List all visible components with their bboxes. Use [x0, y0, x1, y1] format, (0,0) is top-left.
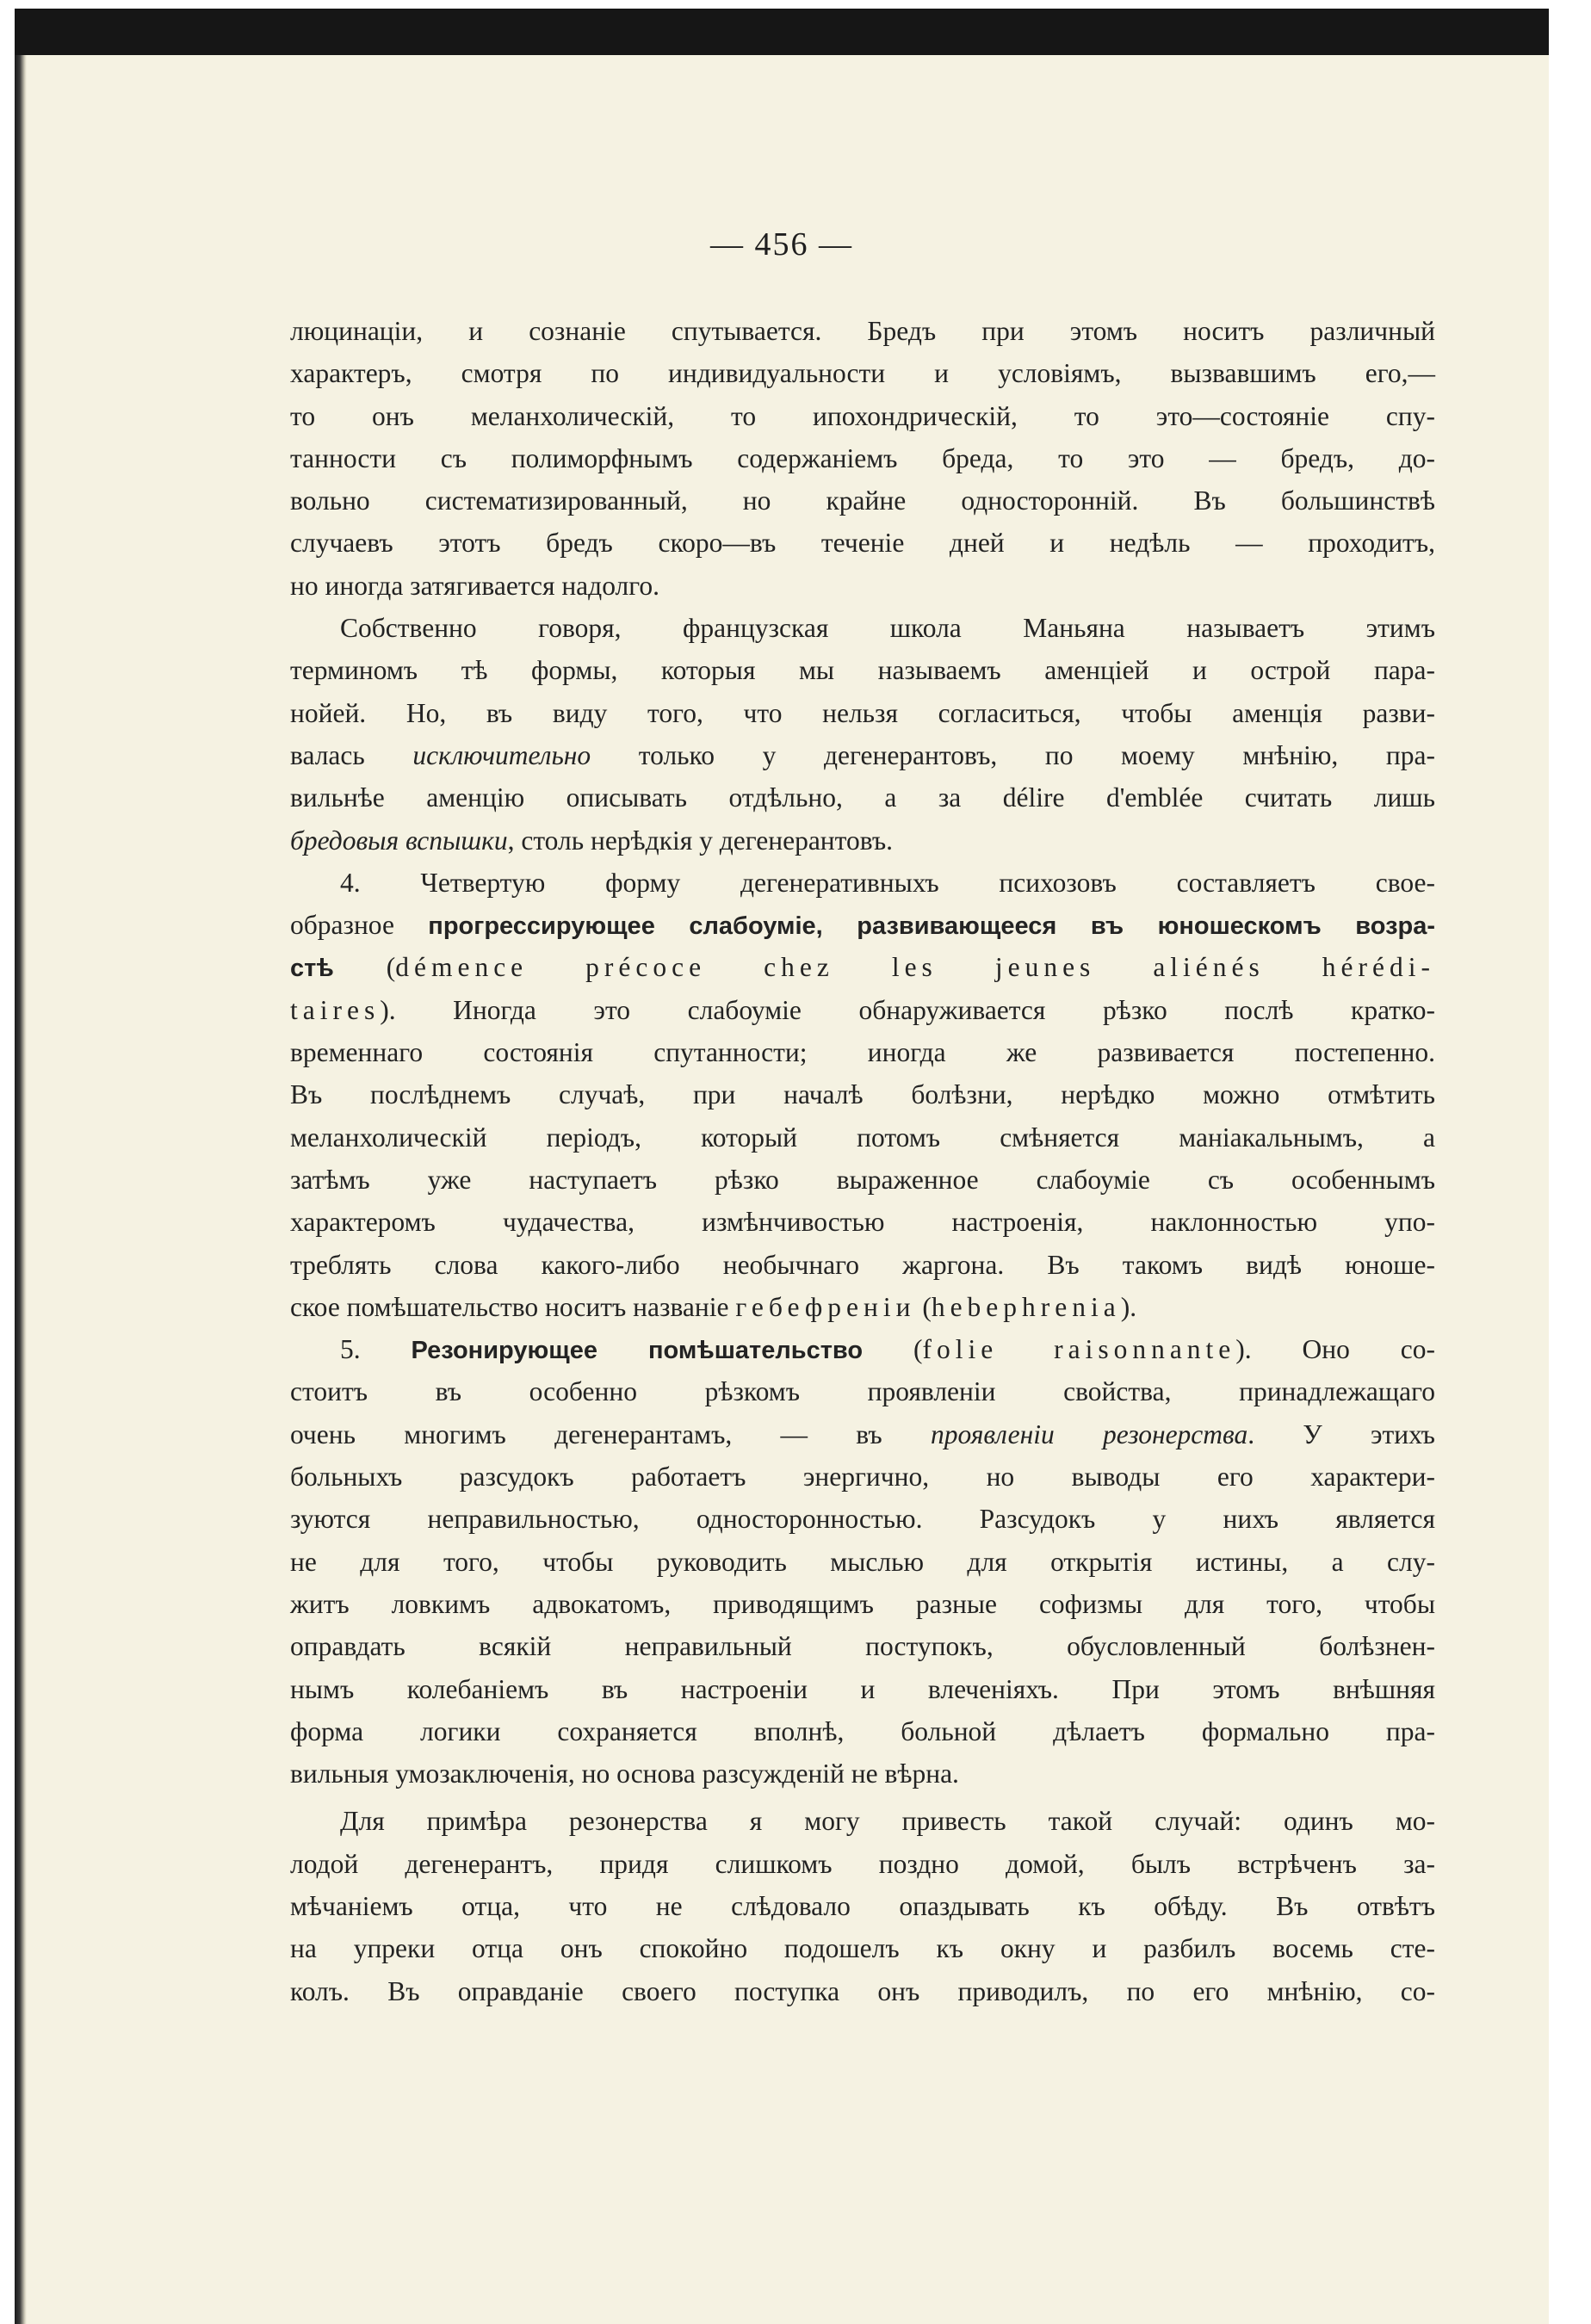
- text-line: танности съ полиморфнымъ содержаніемъ бреда, то это — бредъ, до-: [290, 442, 1435, 473]
- text-line: колъ. Въ оправданіе своего поступка онъ приводилъ, по его мнѣнію, со-: [290, 1975, 1435, 2006]
- text-line: вольно систематизированный, но крайне односторонній. Въ большинствѣ: [290, 485, 1435, 516]
- spaced-term: folie raisonnante: [922, 1334, 1236, 1365]
- text-line: Въ послѣднемъ случаѣ, при началѣ болѣзни, нерѣдко можно отмѣтить: [290, 1079, 1435, 1110]
- spaced-term: démence précoce chez les jeunes aliénés hérédi-: [395, 952, 1435, 983]
- text-line: [290, 904, 1435, 946]
- text-run: ). Иногда это слабоуміе обнаруживается рѣзко послѣ кратко-: [380, 994, 1435, 1025]
- text-line: оправдать всякій неправильный поступокъ, обусловленный болѣзнен-: [290, 1631, 1435, 1662]
- text-line: зуются неправильностью, односторонностью. Разсудокъ у нихъ является: [290, 1504, 1435, 1535]
- spaced-term: taires: [290, 994, 381, 1025]
- text-line: [290, 819, 1435, 862]
- body-text: [290, 310, 1435, 2012]
- text-line: [290, 989, 1435, 1031]
- text-line: 4. Четвертую форму дегенеративныхъ психозовъ составляетъ свое-: [340, 867, 1435, 898]
- text-line: нойей. Но, въ виду того, что нельзя согласиться, чтобы аменція разви-: [290, 697, 1435, 728]
- text-line: [290, 1286, 1435, 1328]
- text-line: затѣмъ уже наступаетъ рѣзко выраженное слабоуміе съ особеннымъ: [290, 1164, 1435, 1195]
- text-line: [290, 1413, 1435, 1456]
- text-line: мѣчаніемъ отца, что не слѣдовало опаздывать къ обѣду. Въ отвѣтъ: [290, 1890, 1435, 1921]
- spaced-term: hebephrenia: [931, 1291, 1121, 1322]
- text-line: Для примѣра резонерства я могу привесть такой случай: одинъ мо-: [340, 1806, 1435, 1837]
- italic-emphasis: бредовыя вспышки: [290, 825, 508, 856]
- text-run: ). Оно со-: [1235, 1334, 1436, 1365]
- text-run: ).: [1120, 1291, 1137, 1322]
- text-line: вильныя умозаключенія, но основа разсужденій не вѣрна.: [290, 1758, 959, 1789]
- text-line: житъ ловкимъ адвокатомъ, приводящимъ разные софизмы для того, чтобы: [290, 1588, 1435, 1619]
- text-line: характеръ, смотря по индивидуальности и условіямъ, вызвавшимъ его,—: [290, 358, 1435, 389]
- text-line: [290, 946, 1435, 988]
- text-line: больныхъ разсудокъ работаетъ энергично, но выводы его характери-: [290, 1462, 1435, 1493]
- italic-emphasis: исключительно: [412, 739, 591, 770]
- text-line: [290, 1328, 1435, 1370]
- text-line: [290, 734, 1435, 776]
- text-line: но иногда затягивается надолго.: [290, 570, 660, 601]
- text-run: ское помѣшательство носитъ названіе: [290, 1291, 736, 1322]
- text-run: (: [863, 1334, 923, 1365]
- text-line: характеромъ чудачества, измѣнчивостью настроенія, наклонностью упо-: [290, 1207, 1435, 1238]
- text-line: меланхолическій періодъ, который потомъ смѣняется маніакальнымъ, а: [290, 1122, 1435, 1153]
- book-page: [15, 9, 1549, 2324]
- scan-top-border: [15, 9, 1549, 55]
- text-run: . У этихъ: [1247, 1419, 1435, 1449]
- text-line: временнаго состоянія спутанности; иногда же развивается постепенно.: [290, 1037, 1435, 1068]
- bold-term: стѣ: [290, 955, 334, 983]
- bold-term: прогрессирующее слабоуміе, развивающееся въ юношескомъ возра-: [428, 912, 1435, 941]
- text-line: то онъ меланхолическій, то ипохондрическій, то это—состояніе спу-: [290, 400, 1435, 431]
- text-line: вильнѣе аменцію описывать отдѣльно, а за délire d'emblée считать лишь: [290, 782, 1435, 813]
- scan-left-edge: [15, 55, 27, 2324]
- text-line: Собственно говоря, французская школа Маньяна называетъ этимъ: [340, 613, 1435, 644]
- italic-emphasis: проявленіи резонерства: [930, 1419, 1248, 1449]
- page-number: — 456 —: [710, 226, 853, 263]
- text-line: форма логики сохраняется вполнѣ, больной дѣлаетъ формально пра-: [290, 1715, 1435, 1746]
- text-run: только у дегенерантовъ, по моему мнѣнію, пра-: [591, 739, 1435, 770]
- text-line: не для того, чтобы руководить мыслью для открытія истины, а слу-: [290, 1546, 1435, 1577]
- text-run: , столь нерѣдкія у дегенерантовъ.: [507, 825, 894, 856]
- text-line: на упреки отца онъ спокойно подошелъ къ окну и разбилъ восемь сте-: [290, 1933, 1435, 1964]
- text-line: треблять слова какого-либо необычнаго жаргона. Въ такомъ видѣ юноше-: [290, 1249, 1435, 1280]
- text-line: стоитъ въ особенно рѣзкомъ проявленіи свойства, принадлежащаго: [290, 1376, 1435, 1407]
- spaced-term: гебефреніи: [735, 1291, 916, 1322]
- text-line: случаевъ этотъ бредъ скоро—въ теченіе дней и недѣль — проходитъ,: [290, 528, 1435, 559]
- text-line: люцинаціи, и сознаніе спутывается. Бредъ при этомъ носитъ различный: [290, 316, 1435, 346]
- text-line: лодой дегенерантъ, придя слишкомъ поздно домой, былъ встрѣченъ за-: [290, 1848, 1435, 1879]
- text-run: очень многимъ дегенерантамъ, — въ: [290, 1419, 931, 1449]
- bold-term: Резонирующее помѣшательство: [411, 1337, 864, 1365]
- text-run: (: [333, 952, 396, 983]
- text-run: (: [915, 1291, 932, 1322]
- text-run: образное: [290, 910, 429, 941]
- text-line: терминомъ тѣ формы, которыя мы называемъ аменціей и острой пара-: [290, 655, 1435, 686]
- text-run: 5.: [340, 1334, 412, 1365]
- text-line: нымъ колебаніемъ въ настроеніи и влеченіяхъ. При этомъ внѣшняя: [290, 1673, 1435, 1704]
- text-run: валась: [290, 739, 413, 770]
